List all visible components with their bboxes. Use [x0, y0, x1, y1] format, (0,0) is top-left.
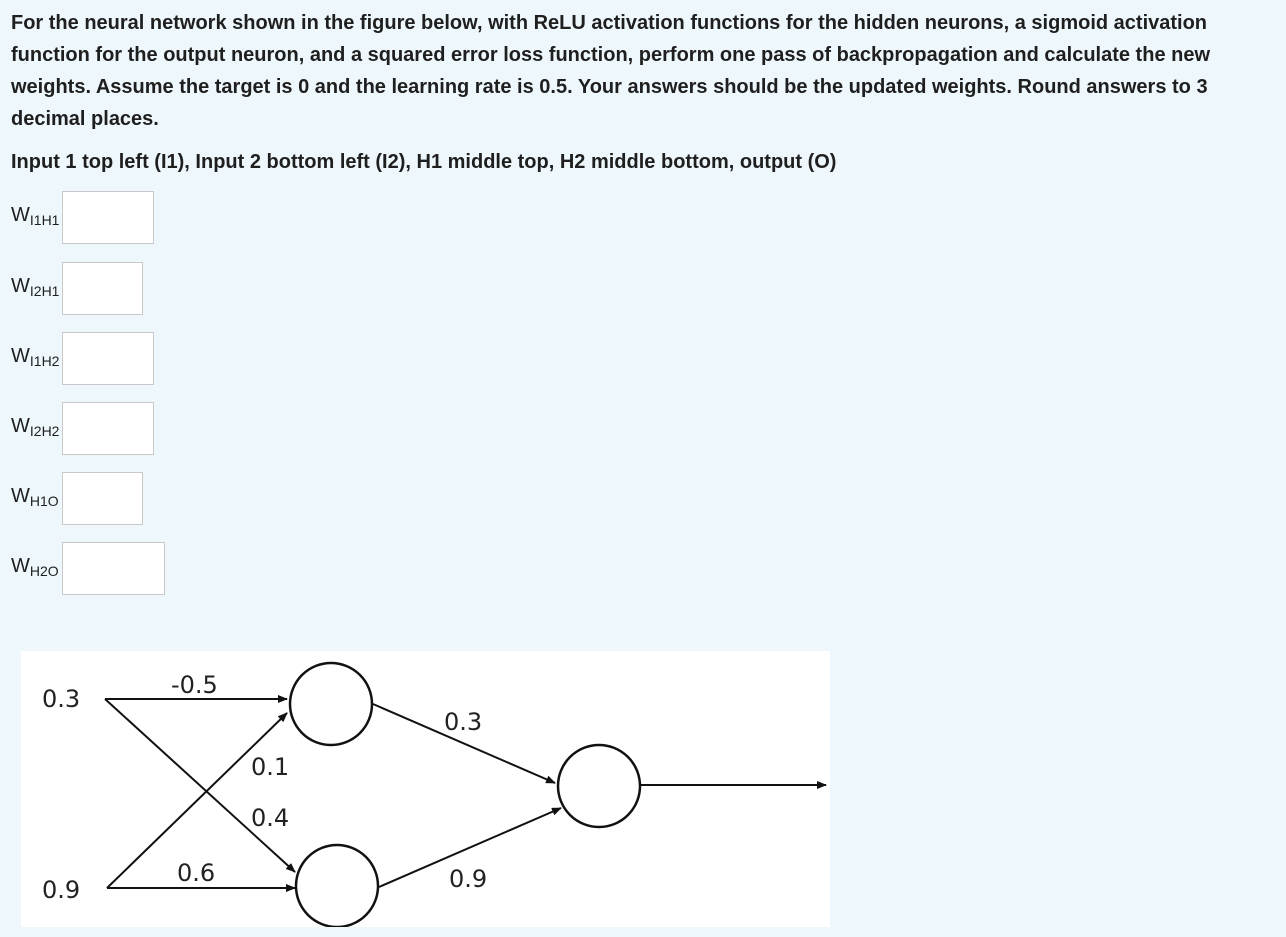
- network-figure: [21, 651, 830, 927]
- neuron-output: [558, 745, 640, 827]
- answer-row-w-i2h2: [11, 402, 154, 455]
- weight-h2-o-label: 0.9: [449, 865, 488, 893]
- input-value-top: 0.3: [42, 685, 81, 713]
- answer-input-w-i1h2[interactable]: [62, 332, 154, 385]
- neuron-h1: [290, 663, 372, 745]
- answer-input-w-h1o[interactable]: [62, 472, 143, 525]
- weight-label: $W_{H2O}$: [11, 555, 59, 579]
- answer-row-w-i2h1: [11, 262, 143, 315]
- answer-row-w-i1h2: [11, 332, 154, 385]
- weight-label: $W_{I1H2}$: [11, 345, 60, 369]
- weight-label: $W_{I1H1}$: [11, 204, 60, 228]
- answer-row-w-h1o: [11, 472, 143, 525]
- neuron-h2: [296, 845, 378, 927]
- weight-label: $W_{H1O}$: [11, 485, 59, 509]
- answer-row-w-i1h1: [11, 191, 154, 244]
- answer-row-w-h2o: [11, 542, 165, 595]
- input-value-bottom: 0.9: [42, 876, 81, 904]
- weight-i2-h2-label: 0.6: [177, 859, 216, 887]
- weight-h1-o-label: 0.3: [444, 708, 483, 736]
- layout-note: Input 1 top left (I1), Input 2 bottom left (I2), H1 middle top, H2 middle bottom, output (O): [11, 151, 837, 173]
- answer-input-w-h2o[interactable]: [62, 542, 165, 595]
- weight-i1-h2-label: 0.4: [251, 804, 290, 832]
- answer-input-w-i2h2[interactable]: [62, 402, 154, 455]
- answer-input-w-i1h1[interactable]: [62, 191, 154, 244]
- edge-i1-h2: [105, 699, 295, 872]
- network-diagram: [21, 651, 830, 927]
- question-text: For the neural network shown in the figure below, with ReLU activation functions for the hidden neurons, a sigmoid activation function for the output neuron, and a squared error loss function, perform one pass of backpropagation and calculate the new weights. Assume the target is 0 and the learning rate is 0.5. Your answers should be the updated weights. Round answers to 3 decimal places.: [11, 12, 1211, 130]
- weight-label: $W_{I2H2}$: [11, 415, 60, 439]
- answer-input-w-i2h1[interactable]: [62, 262, 143, 315]
- weight-label: $W_{I2H1}$: [11, 275, 60, 299]
- weight-i1-h1-label: -0.5: [171, 671, 218, 699]
- weight-i2-h1-label: 0.1: [251, 753, 290, 781]
